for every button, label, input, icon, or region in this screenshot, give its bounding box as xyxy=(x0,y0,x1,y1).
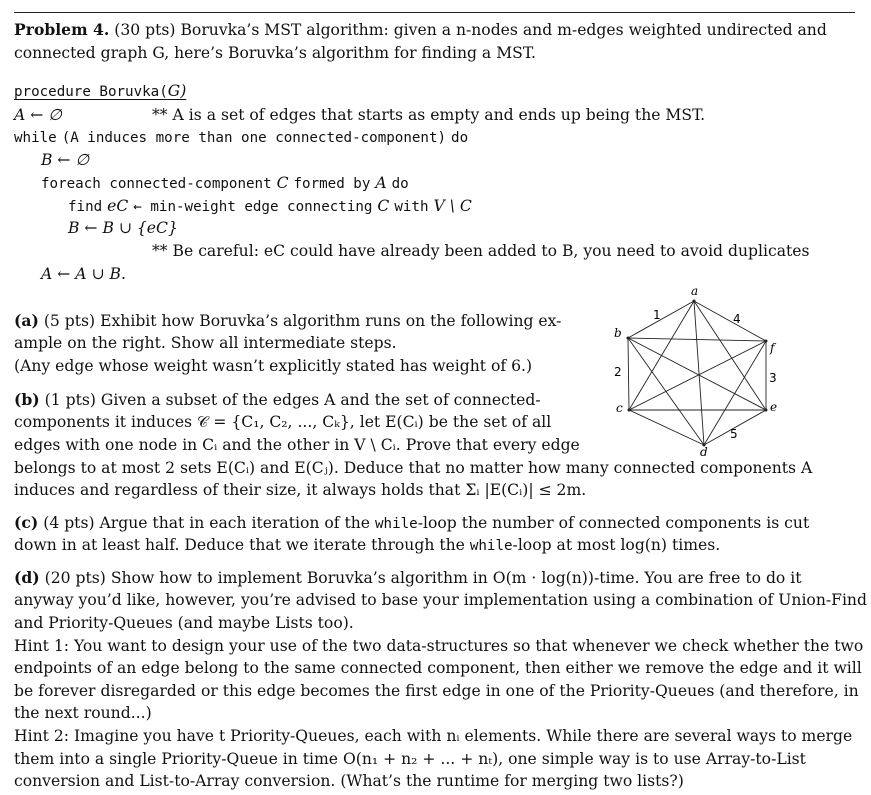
part-b-line-5: induces and regardless of their size, it always holds that Σᵢ |E(Cᵢ)| ≤ 2m. xyxy=(14,481,587,499)
weight-de: 5 xyxy=(730,427,738,441)
node-label-c: c xyxy=(616,401,623,415)
part-a-line-3: (Any edge whose weight wasn’t explicitly stated has weight of 6.) xyxy=(14,357,533,375)
part-d-label: (d) xyxy=(14,568,40,587)
algo-line-4 xyxy=(41,172,409,196)
foreach-formed: formed by xyxy=(293,176,371,192)
edge-a-f xyxy=(694,301,766,341)
part-d-line-10: conversion and List-to-Array conversion. (What’s the runtime for merging two lists?) xyxy=(14,772,684,790)
algo-line-6: B ← B ∪ {eC} xyxy=(68,219,178,237)
edge-b-c xyxy=(628,338,629,410)
part-c-label: (c) xyxy=(14,513,39,532)
part-b-label: (b) xyxy=(14,390,40,409)
top-rule xyxy=(14,12,855,13)
edge-a-e xyxy=(694,301,766,410)
while-keyword: while xyxy=(14,130,57,146)
edge-a-b xyxy=(628,301,694,338)
find-keyword: find xyxy=(68,199,103,215)
node-e-dot xyxy=(765,409,768,412)
part-d-line-2: anyway you’d like, however, you’re advised to base your implementation using a combination of Union-Find xyxy=(14,591,867,609)
part-b-line-3: edges with one node in Cᵢ and the other in V \ Cᵢ. Prove that every edge xyxy=(14,436,580,454)
node-label-d: d xyxy=(700,445,708,459)
algo-line-3: B ← ∅ xyxy=(41,151,90,169)
part-c-points: (4 pts) xyxy=(43,514,95,532)
part-d-line-7: the next round...) xyxy=(14,704,152,722)
node-f-dot xyxy=(765,340,768,343)
find-set: V \ C xyxy=(433,197,472,215)
part-b-line-2: components it induces 𝒞 = {C₁, C₂, ..., Cₖ}, let E(Cᵢ) be the set of all xyxy=(14,413,552,431)
algo-line-1: A ← ∅ xyxy=(14,106,62,124)
procedure-arg: G) xyxy=(167,82,187,100)
while-do: do xyxy=(451,130,469,146)
graph-svg xyxy=(598,285,788,460)
node-label-a: a xyxy=(691,284,699,298)
foreach-a: A xyxy=(375,174,387,192)
problem-title: Problem 4. xyxy=(14,20,110,39)
find-c: C xyxy=(377,197,390,215)
part-b-line-4: belongs to at most 2 sets E(Cᵢ) and E(Cⱼ). Deduce that no matter how many connected components A xyxy=(14,459,813,477)
node-a-dot xyxy=(693,300,696,303)
problem-intro-1: Boruvka’s MST algorithm: given a n-nodes and m-edges weighted undirected and xyxy=(180,21,827,39)
while-kw-c1: while xyxy=(375,516,418,532)
procedure-keyword: procedure Boruvka( xyxy=(14,84,168,100)
algo-procedure xyxy=(14,80,186,104)
algo-line-8: A ← A ∪ B. xyxy=(41,265,126,283)
foreach-keyword: foreach connected-component xyxy=(41,176,272,192)
problem-header xyxy=(14,19,827,42)
while-condition: (A induces more than one connected-component) xyxy=(61,130,447,146)
part-d-line-3: and Priority-Queues (and maybe Lists too). xyxy=(14,614,354,632)
weight-bc: 2 xyxy=(614,365,622,379)
weight-af: 4 xyxy=(733,312,741,326)
find-with: with xyxy=(394,199,429,215)
problem-intro-2: connected graph G, here’s Boruvka’s algorithm for finding a MST. xyxy=(14,44,536,62)
node-b-dot xyxy=(627,337,630,340)
part-c-line-2: down in at least half. Deduce that we iterate through the while-loop at most log(n) times. xyxy=(14,536,721,554)
node-label-e: e xyxy=(770,400,778,414)
find-ec: eC xyxy=(107,197,129,215)
part-a-line-1: (a) (5 pts) Exhibit how Boruvka’s algorithm runs on the following ex- xyxy=(14,311,562,330)
foreach-do: do xyxy=(391,176,409,192)
part-d-line-9: them into a single Priority-Queue in time O(n₁ + n₂ + ... + nₜ), one simple way is to use Array-to-List xyxy=(14,750,806,768)
part-d-line-1: (d) (20 pts) Show how to implement Boruvka’s algorithm in O(m · log(n))-time. You are free to do it xyxy=(14,568,802,587)
node-label-f: f xyxy=(770,341,775,355)
node-label-b: b xyxy=(614,326,622,340)
example-graph xyxy=(598,285,788,460)
part-d-line-8: Hint 2: Imagine you have t Priority-Queues, each with nᵢ elements. While there are several ways to merge xyxy=(14,727,853,745)
edge-c-d xyxy=(629,410,704,445)
part-d-line-6: be forever disregarded or this edge becomes the first edge in one of the Priority-Queues (and therefore, in xyxy=(14,682,859,700)
part-a-label: (a) xyxy=(14,311,39,330)
part-b-points: (1 pts) xyxy=(44,391,96,409)
part-c-line-1: (c) (4 pts) Argue that in each iteration of the while-loop the number of connected components is cut xyxy=(14,513,810,532)
algo-line-1-comment: ** A is a set of edges that starts as empty and ends up being the MST. xyxy=(152,106,706,124)
part-b-line-1: (b) (1 pts) Given a subset of the edges A and the set of connected- xyxy=(14,390,541,409)
while-kw-c2: while xyxy=(469,538,513,554)
node-c-dot xyxy=(628,409,631,412)
algo-line-5 xyxy=(68,195,472,219)
weight-ab: 1 xyxy=(653,308,661,322)
weight-fe: 3 xyxy=(769,371,777,385)
algo-line-2 xyxy=(14,126,468,150)
part-d-line-5: endpoints of an edge belong to the same connected component, then either we remove the edge and it will xyxy=(14,659,862,677)
algo-line-7-comment: ** Be careful: eC could have already been added to B, you need to avoid duplicates xyxy=(152,242,810,260)
part-a-points: (5 pts) xyxy=(43,312,96,330)
part-d-points: (20 pts) xyxy=(44,569,106,587)
part-a-line-2: ample on the right. Show all intermediate steps. xyxy=(14,334,397,352)
find-arrow: ← min-weight edge connecting xyxy=(133,199,373,215)
foreach-c: C xyxy=(276,174,289,192)
problem-points: (30 pts) xyxy=(114,21,176,39)
part-d-line-4: Hint 1: You want to design your use of the two data-structures so that whenever we check whether the two xyxy=(14,637,864,655)
